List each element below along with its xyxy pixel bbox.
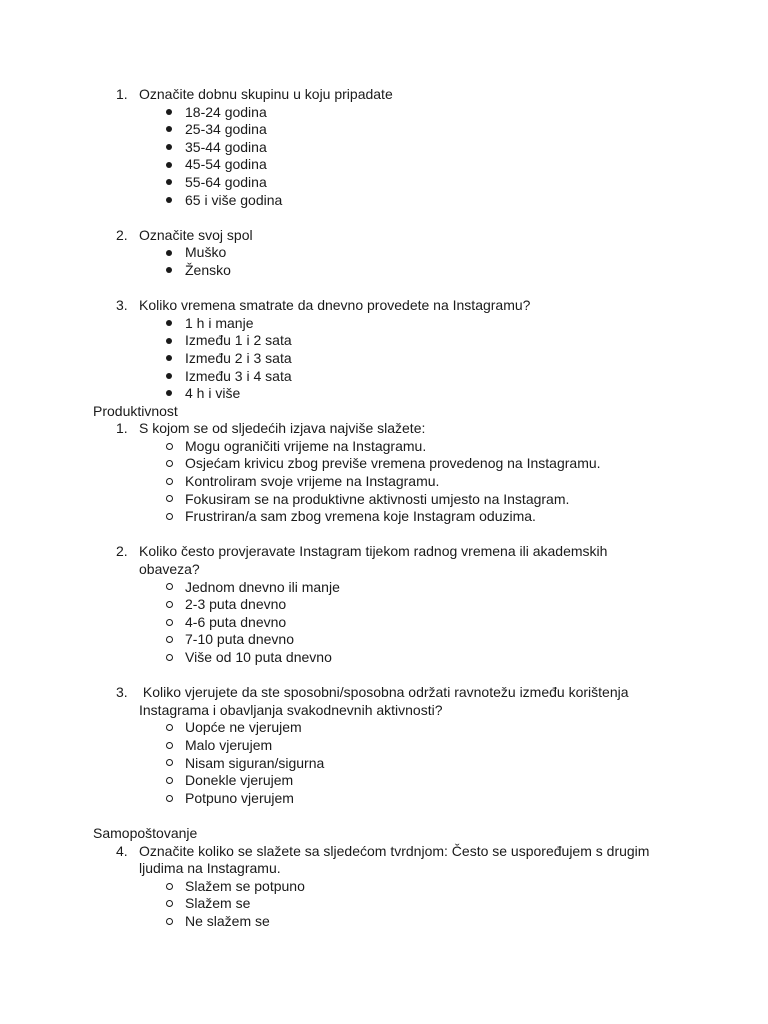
option-age-6 — [0, 192, 768, 210]
bullet-icon — [163, 156, 175, 174]
option-balance-5 — [0, 790, 768, 808]
option-text: Muško — [185, 244, 227, 261]
option-balance-4 — [0, 772, 768, 790]
question-number: 3. — [116, 684, 128, 701]
option-statement-2 — [0, 455, 768, 473]
option-time-1 — [0, 315, 768, 333]
option-text: Slažem se — [185, 895, 251, 912]
option-time-4 — [0, 368, 768, 386]
bullet-icon — [163, 315, 175, 333]
option-text: Malo vjerujem — [185, 736, 273, 753]
section-heading-productivity: Produktivnost — [93, 402, 178, 419]
circle-bullet-icon — [163, 614, 175, 632]
option-text: Između 1 i 2 sata — [185, 332, 292, 349]
bullet-icon — [163, 121, 175, 139]
option-statement-1 — [0, 438, 768, 456]
option-text: Jednom dnevno ili manje — [185, 578, 340, 595]
option-gender-1 — [0, 244, 768, 262]
question-number: 2. — [116, 226, 128, 243]
option-statement-4 — [0, 491, 768, 509]
question-text: Koliko vremena smatrate da dnevno provedete na Instagramu? — [139, 297, 531, 314]
bullet-icon — [163, 174, 175, 192]
option-text: 65 i više godina — [185, 191, 283, 208]
circle-bullet-icon — [163, 579, 175, 597]
question-check-frequency — [0, 543, 768, 561]
bullet-icon — [163, 262, 175, 280]
bullet-icon — [163, 139, 175, 157]
question-number: 4. — [116, 842, 128, 859]
question-text-continued: obaveza? — [139, 561, 200, 578]
option-text: Frustriran/a sam zbog vremena koje Instagram oduzima. — [185, 508, 536, 525]
circle-bullet-icon — [163, 491, 175, 509]
option-age-3 — [0, 139, 768, 157]
circle-bullet-icon — [163, 719, 175, 737]
circle-bullet-icon — [163, 455, 175, 473]
bullet-icon — [163, 192, 175, 210]
option-text: Osjećam krivicu zbog previše vremena provedenog na Instagramu. — [185, 455, 601, 472]
option-frequency-4 — [0, 631, 768, 649]
option-statement-5 — [0, 508, 768, 526]
option-text: Fokusiram se na produktivne aktivnosti umjesto na Instagram. — [185, 490, 570, 507]
document-page — [0, 86, 768, 931]
option-agree-3 — [0, 913, 768, 931]
circle-bullet-icon — [163, 438, 175, 456]
option-balance-1 — [0, 719, 768, 737]
option-text: Potpuno vjerujem — [185, 789, 294, 806]
bullet-icon — [163, 244, 175, 262]
option-text: 25-34 godina — [185, 121, 267, 138]
option-frequency-5 — [0, 649, 768, 667]
option-text: 55-64 godina — [185, 173, 267, 190]
option-balance-3 — [0, 755, 768, 773]
circle-bullet-icon — [163, 790, 175, 808]
option-time-5 — [0, 385, 768, 403]
option-text: 2-3 puta dnevno — [185, 596, 287, 613]
option-text: Između 2 i 3 sata — [185, 349, 292, 366]
option-text: Donekle vjerujem — [185, 772, 294, 789]
option-text: Kontroliram svoje vrijeme na Instagramu. — [185, 473, 440, 490]
option-age-2 — [0, 121, 768, 139]
question-number: 1. — [116, 86, 128, 102]
question-gender — [0, 227, 768, 245]
question-daily-time — [0, 297, 768, 315]
option-text: 4-6 puta dnevno — [185, 613, 287, 630]
circle-bullet-icon — [163, 508, 175, 526]
question-text: Označite dobnu skupinu u koju pripadate — [139, 86, 393, 102]
bullet-icon — [163, 104, 175, 122]
question-text: Koliko vjerujete da ste sposobni/sposobna održati ravnotežu između korištenja — [139, 684, 629, 701]
option-age-5 — [0, 174, 768, 192]
option-text: 7-10 puta dnevno — [185, 631, 294, 648]
question-text-continued: ljudima na Instagramu. — [139, 860, 281, 877]
circle-bullet-icon — [163, 631, 175, 649]
question-comparison — [0, 843, 768, 861]
bullet-icon — [163, 350, 175, 368]
circle-bullet-icon — [163, 649, 175, 667]
question-number: 3. — [116, 297, 128, 314]
option-text: 1 h i manje — [185, 314, 254, 331]
option-text: Između 3 i 4 sata — [185, 367, 292, 384]
circle-bullet-icon — [163, 913, 175, 931]
option-age-4 — [0, 156, 768, 174]
circle-bullet-icon — [163, 772, 175, 790]
option-text: 45-54 godina — [185, 156, 267, 173]
option-text: Nisam siguran/sigurna — [185, 754, 325, 771]
question-age — [0, 86, 768, 104]
circle-bullet-icon — [163, 473, 175, 491]
option-age-1 — [0, 104, 768, 122]
option-frequency-1 — [0, 579, 768, 597]
option-frequency-2 — [0, 596, 768, 614]
option-agree-2 — [0, 895, 768, 913]
option-text: Više od 10 puta dnevno — [185, 649, 332, 665]
question-number: 2. — [116, 543, 128, 560]
bullet-icon — [163, 385, 175, 403]
circle-bullet-icon — [163, 878, 175, 896]
question-statement — [0, 420, 768, 438]
circle-bullet-icon — [163, 737, 175, 755]
question-text: Koliko često provjeravate Instagram tijekom radnog vremena ili akademskih — [139, 543, 608, 560]
question-text: Označite svoj spol — [139, 226, 253, 243]
option-balance-2 — [0, 737, 768, 755]
question-text: S kojom se od sljedećih izjava najviše slažete: — [139, 420, 426, 437]
option-agree-1 — [0, 878, 768, 896]
option-frequency-3 — [0, 614, 768, 632]
option-text: Mogu ograničiti vrijeme na Instagramu. — [185, 437, 427, 454]
option-time-2 — [0, 332, 768, 350]
option-text: Ne slažem se — [185, 912, 270, 929]
option-text: 35-44 godina — [185, 138, 267, 155]
question-text: Označite koliko se slažete sa sljedećom tvrdnjom: Često se uspoređujem s drugim — [139, 842, 650, 859]
bullet-icon — [163, 368, 175, 386]
option-gender-2 — [0, 262, 768, 280]
option-text: 18-24 godina — [185, 103, 267, 120]
option-text: Uopće ne vjerujem — [185, 719, 302, 736]
question-number: 1. — [116, 420, 128, 437]
option-time-3 — [0, 350, 768, 368]
option-text: Slažem se potpuno — [185, 877, 305, 894]
option-statement-3 — [0, 473, 768, 491]
circle-bullet-icon — [163, 596, 175, 614]
question-text-continued: Instagrama i obavljanja svakodnevnih aktivnosti? — [139, 701, 443, 718]
section-heading-selfesteem: Samopoštovanje — [93, 824, 198, 841]
bullet-icon — [163, 332, 175, 350]
circle-bullet-icon — [163, 895, 175, 913]
option-text: 4 h i više — [185, 385, 241, 402]
option-text: Žensko — [185, 261, 231, 278]
question-balance — [0, 684, 768, 702]
circle-bullet-icon — [163, 755, 175, 773]
